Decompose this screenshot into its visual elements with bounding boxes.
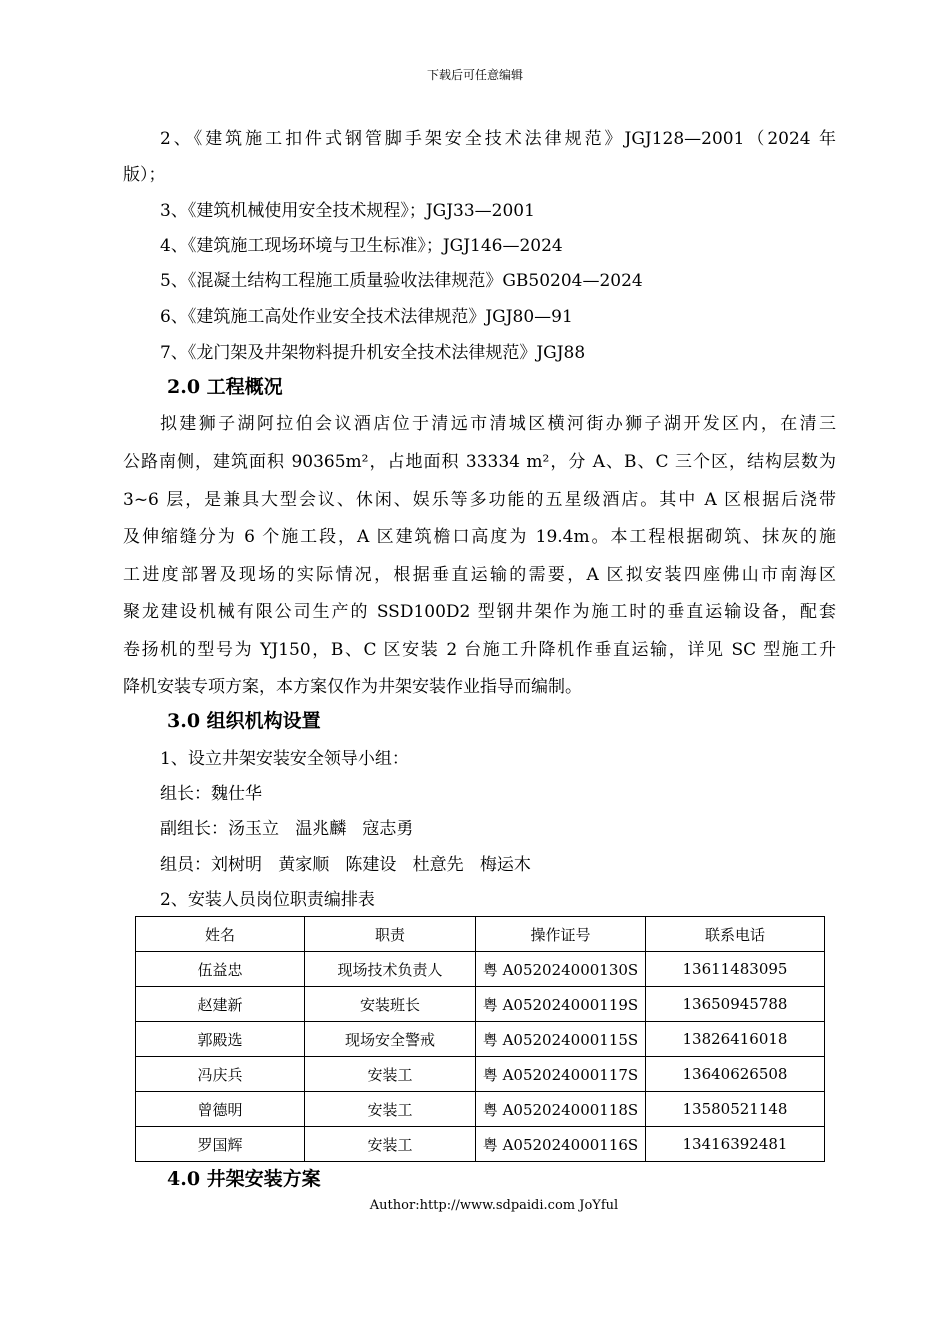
table-cell: 安装工 xyxy=(305,1092,476,1127)
table-row xyxy=(136,1127,825,1162)
table-header-cell: 职责 xyxy=(305,917,476,952)
table-cell: 现场技术负责人 xyxy=(305,952,476,987)
table-cell: 粤 A052024000130S xyxy=(476,952,646,987)
table-header-row xyxy=(136,917,825,952)
table-cell: 罗国辉 xyxy=(136,1127,305,1162)
table-cell: 安装工 xyxy=(305,1057,476,1092)
ref-item-6: 6、《建筑施工高处作业安全技术法律规范》JGJ80—91 xyxy=(160,307,573,327)
table-cell: 粤 A052024000119S xyxy=(476,987,646,1022)
table-cell: 伍益忠 xyxy=(136,952,305,987)
table-header-cell: 联系电话 xyxy=(646,917,825,952)
page-header: 下载后可任意编辑 xyxy=(426,68,523,82)
table-cell: 赵建新 xyxy=(136,987,305,1022)
s2-line-3: 3~6 层，是兼具大型会议、休闲、娱乐等多功能的五星级酒店。其中 A 区根据后浇带 xyxy=(123,490,836,510)
table-row xyxy=(136,1022,825,1057)
s3-table-caption: 2、安装人员岗位职责编排表 xyxy=(160,890,375,910)
s3-line-1: 1、设立井架安装安全领导小组： xyxy=(160,749,409,769)
s2-line-8: 降机安装专项方案，本方案仅作为井架安装作业指导而编制。 xyxy=(123,677,582,697)
s2-line-1: 拟建狮子湖阿拉伯会议酒店位于清远市清城区横河街办狮子湖开发区内，在清三 xyxy=(160,414,836,434)
table-cell: 冯庆兵 xyxy=(136,1057,305,1092)
table-cell: 曾德明 xyxy=(136,1092,305,1127)
table-cell: 郭殿选 xyxy=(136,1022,305,1057)
s2-line-6: 聚龙建设机械有限公司生产的 SSD100D2 型钢井架作为施工时的垂直运输设备，配套 xyxy=(123,602,836,622)
ref-item-3: 3、《建筑机械使用安全技术规程》；JGJ33—2001 xyxy=(160,201,535,221)
table-cell: 粤 A052024000115S xyxy=(476,1022,646,1057)
table-cell: 安装班长 xyxy=(305,987,476,1022)
table-row xyxy=(136,1057,825,1092)
table-cell: 13580521148 xyxy=(646,1092,825,1127)
s2-line-4: 及伸缩缝分为 6 个施工段，A 区建筑檐口高度为 19.4m。本工程根据砌筑、抹灰的施 xyxy=(123,527,836,547)
s3-leader: 组长：魏仕华 xyxy=(160,784,262,804)
ref-item-2-cont: 版）； xyxy=(123,165,166,185)
table-cell: 13416392481 xyxy=(646,1127,825,1162)
table-row xyxy=(136,952,825,987)
section-4-heading: 4.0 井架安装方案 xyxy=(167,1168,321,1190)
table-cell: 13611483095 xyxy=(646,952,825,987)
table-header-cell: 姓名 xyxy=(136,917,305,952)
table-cell: 安装工 xyxy=(305,1127,476,1162)
ref-item-5: 5、《混凝土结构工程施工质量验收法律规范》GB50204—2024 xyxy=(160,271,643,291)
ref-item-4: 4、《建筑施工现场环境与卫生标准》；JGJ146—2024 xyxy=(160,236,563,256)
section-2-heading: 2.0 工程概况 xyxy=(167,376,283,398)
duty-table xyxy=(135,916,825,1162)
s2-line-5: 工进度部署及现场的实际情况，根据垂直运输的需要，A 区拟安装四座佛山市南海区 xyxy=(123,565,836,585)
table-cell: 粤 A052024000116S xyxy=(476,1127,646,1162)
table-cell: 13650945788 xyxy=(646,987,825,1022)
table-cell: 粤 A052024000118S xyxy=(476,1092,646,1127)
table-cell: 13640626508 xyxy=(646,1057,825,1092)
ref-item-2: 2、《建筑施工扣件式钢管脚手架安全技术法律规范》JGJ128—2001（2024 年 xyxy=(160,129,836,149)
s3-members: 组员：刘树明 黄家顺 陈建设 杜意先 梅运木 xyxy=(160,855,531,875)
ref-item-7: 7、《龙门架及井架物料提升机安全技术法律规范》JGJ88 xyxy=(160,343,586,363)
section-3-heading: 3.0 组织机构设置 xyxy=(167,710,321,732)
s2-line-7: 卷扬机的型号为 YJ150，B、C 区安装 2 台施工升降机作垂直运输，详见 SC 型施工升 xyxy=(123,640,836,660)
table-cell: 现场安全警戒 xyxy=(305,1022,476,1057)
table-cell: 13826416018 xyxy=(646,1022,825,1057)
s2-line-2: 公路南侧，建筑面积 90365m²，占地面积 33334 m²，分 A、B、C 三个区，结构层数为 xyxy=(123,452,836,472)
table-row xyxy=(136,987,825,1022)
page-footer: Author:http://www.sdpaidi.com JoYful xyxy=(369,1198,619,1213)
table-header-cell: 操作证号 xyxy=(476,917,646,952)
s3-deputy-leaders: 副组长：汤玉立 温兆麟 寇志勇 xyxy=(160,819,414,839)
table-cell: 粤 A052024000117S xyxy=(476,1057,646,1092)
table-row xyxy=(136,1092,825,1127)
